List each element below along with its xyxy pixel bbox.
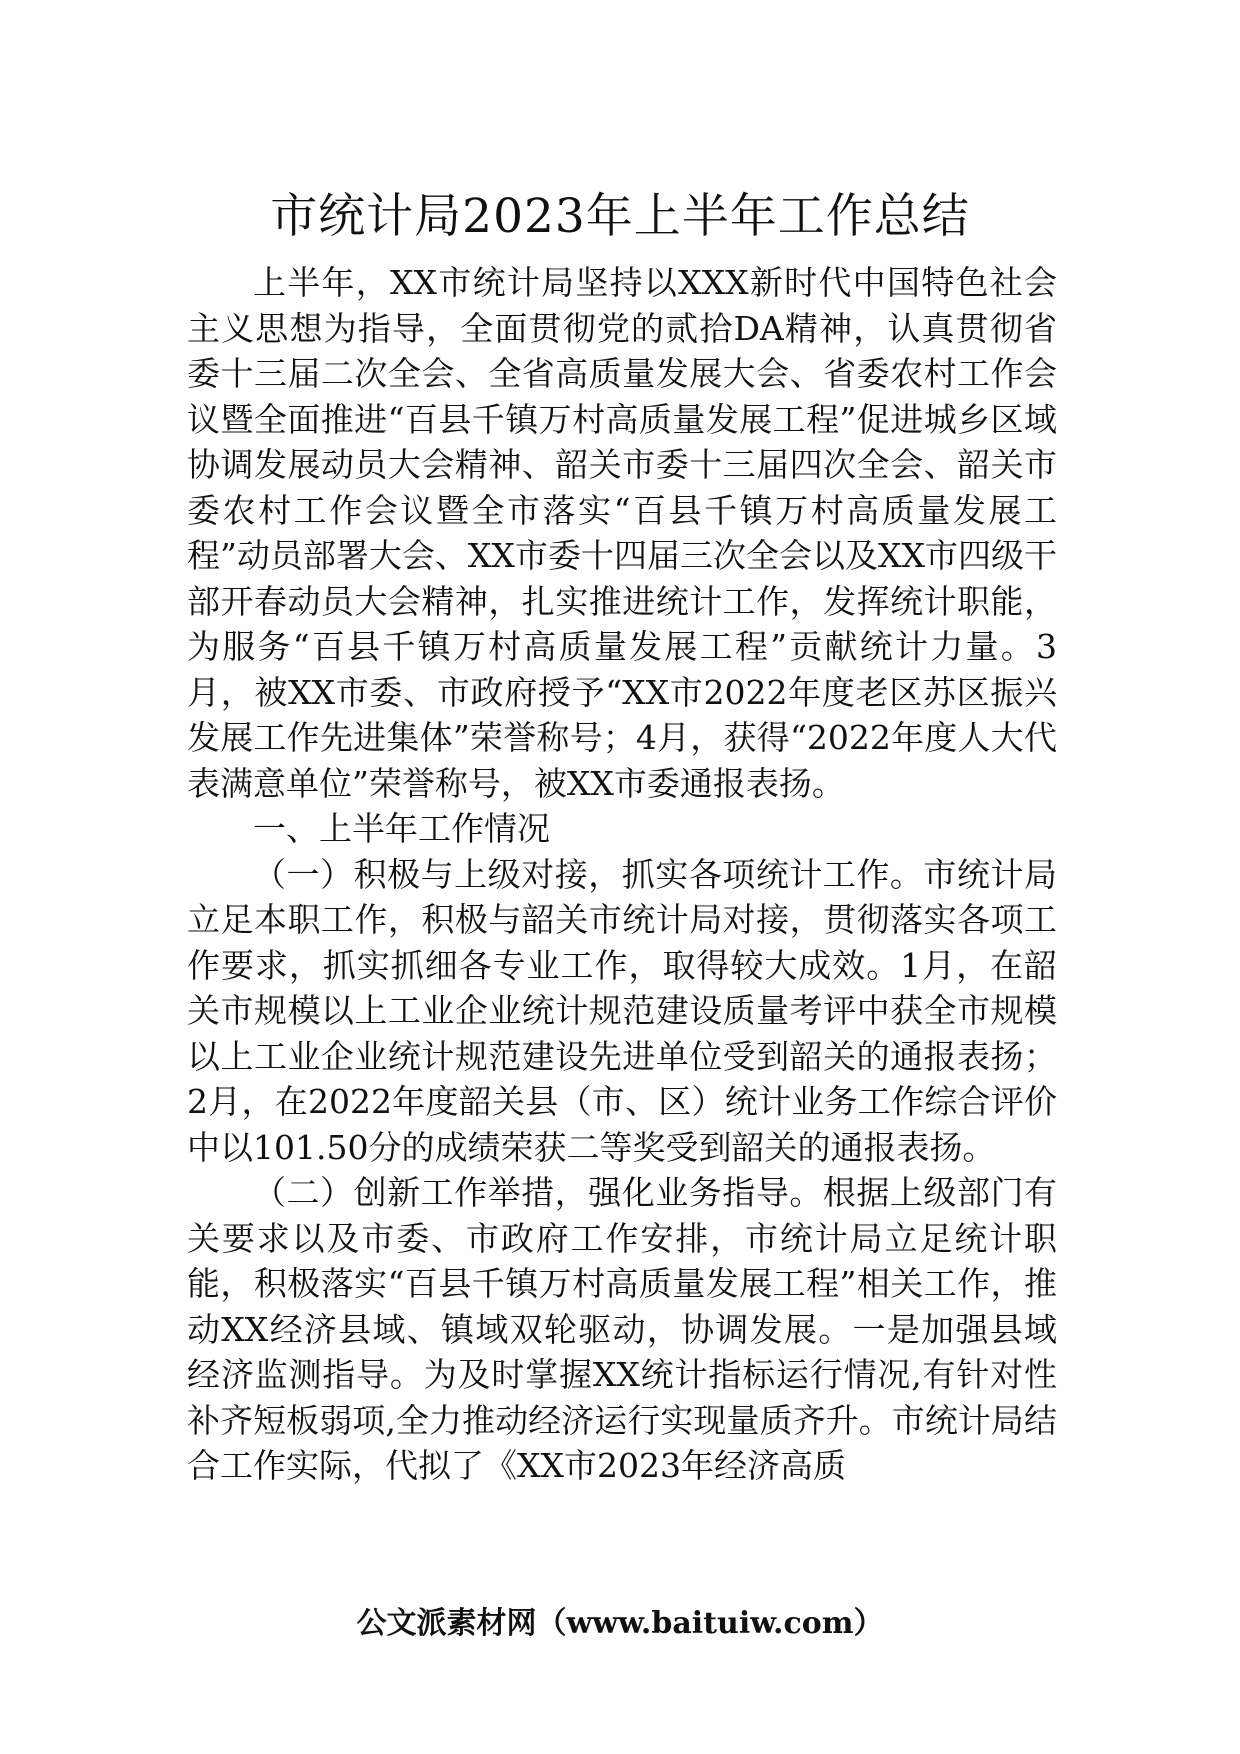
intro-paragraph: 上半年，XX市统计局坚持以XXX新时代中国特色社会主义思想为指导，全面贯彻党的贰拾DA精神，认真贯彻省委十三届二次全会、全省高质量发展大会、省委农村工作会议暨全面推进“百县千镇万村高质量发展工程”促进城乡区域协调发展动员大会精神、韶关市委十三届四次全会、韶关市委农村工作会议暨全市落实“百县千镇万村高质量发展工程”动员部署大会、XX市委十四届三次全会以及XX市四级干部开春动员大会精神，扎实推进统计工作，发挥统计职能，为服务“百县千镇万村高质量发展工程”贡献统计力量。3月，被XX市委、市政府授予“XX市2022年度老区苏区振兴发展工作先进集体”荣誉称号；4月，获得“2022年度人大代表满意单位”荣誉称号，被XX市委通报表扬。 <box>187 263 1057 803</box>
document-title: 市统计局2023年上半年工作总结 <box>270 189 970 244</box>
document-body <box>187 260 1057 1489</box>
footer-watermark: 公文派素材网（www.baituiw.com） <box>356 1606 884 1641</box>
subsection-paragraph-1: （一）积极与上级对接，抓实各项统计工作。市统计局立足本职工作，积极与韶关市统计局对接，贯彻落实各项工作要求，抓实抓细各专业工作，取得较大成效。1月，在韶关市规模以上工业企业统计规范建设质量考评中获全市规模以上工业企业统计规范建设先进单位受到韶关的通报表扬；2月，在2022年度韶关县（市、区）统计业务工作综合评价中以101.50分的成绩荣获二等奖受到韶关的通报表扬。 <box>187 854 1057 1167</box>
subsection-paragraph-2: （二）创新工作举措，强化业务指导。根据上级部门有关要求以及市委、市政府工作安排，市统计局立足统计职能，积极落实“百县千镇万村高质量发展工程”相关工作，推动XX经济县域、镇域双轮驱动，协调发展。一是加强县域经济监测指导。为及时掌握XX统计指标运行情况,有针对性补齐短板弱项,全力推动经济运行实现量质齐升。市统计局结合工作实际，代拟了《XX市2023年经济高质 <box>187 1173 1057 1485</box>
section-heading: 一、上半年工作情况 <box>253 809 550 848</box>
